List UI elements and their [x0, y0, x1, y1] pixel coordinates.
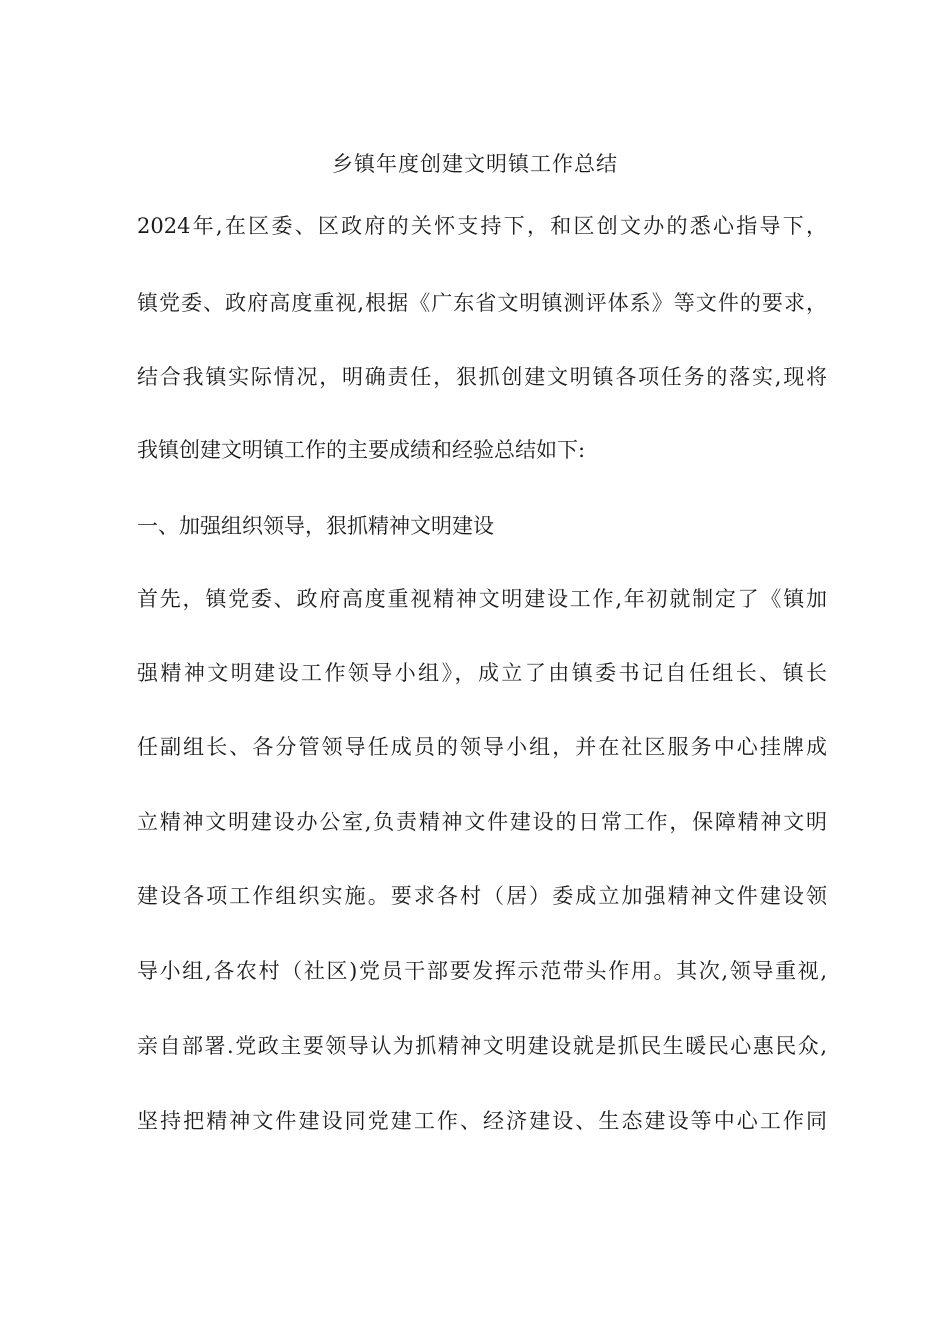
body-line: 我镇创建文明镇工作的主要成绩和经验总结如下:: [137, 438, 586, 462]
body-line: 亲自部署.党政主要领导认为抓精神文明建设就是抓民生暖民心惠民众,: [137, 1034, 827, 1058]
body-line: 强精神文明建设工作领导小组》，成立了由镇委书记自任组长、镇长: [137, 661, 827, 685]
body-line: 任副组长、各分管领导任成员的领导小组，并在社区服务中心挂牌成: [137, 735, 827, 759]
body-line: 镇党委、政府高度重视,根据《广东省文明镇测评体系》等文件的要求，: [137, 291, 827, 315]
body-line: 结合我镇实际情况，明确责任，狠抓创建文明镇各项任务的落实,现将: [137, 365, 827, 389]
body-line: 建设各项工作组织实施。要求各村（居）委成立加强精神文件建设领: [137, 884, 827, 908]
body-line: 2024年,在区委、区政府的关怀支持下，和区创文办的悉心指导下，: [137, 214, 827, 238]
body-line: 导小组,各农村（社区)党员干部要发挥示范带头作用。其次,领导重视,: [137, 959, 827, 983]
body-line: 坚持把精神文件建设同党建工作、经济建设、生态建设等中心工作同: [137, 1109, 827, 1133]
body-line: 首先，镇党委、政府高度重视精神文明建设工作,年初就制定了《镇加: [137, 587, 827, 611]
section-heading: 一、加强组织领导，狠抓精神文明建设: [137, 514, 494, 538]
document-title: 乡镇年度创建文明镇工作总结: [332, 152, 618, 176]
body-line: 立精神文明建设办公室,负责精神文件建设的日常工作，保障精神文明: [137, 810, 827, 834]
